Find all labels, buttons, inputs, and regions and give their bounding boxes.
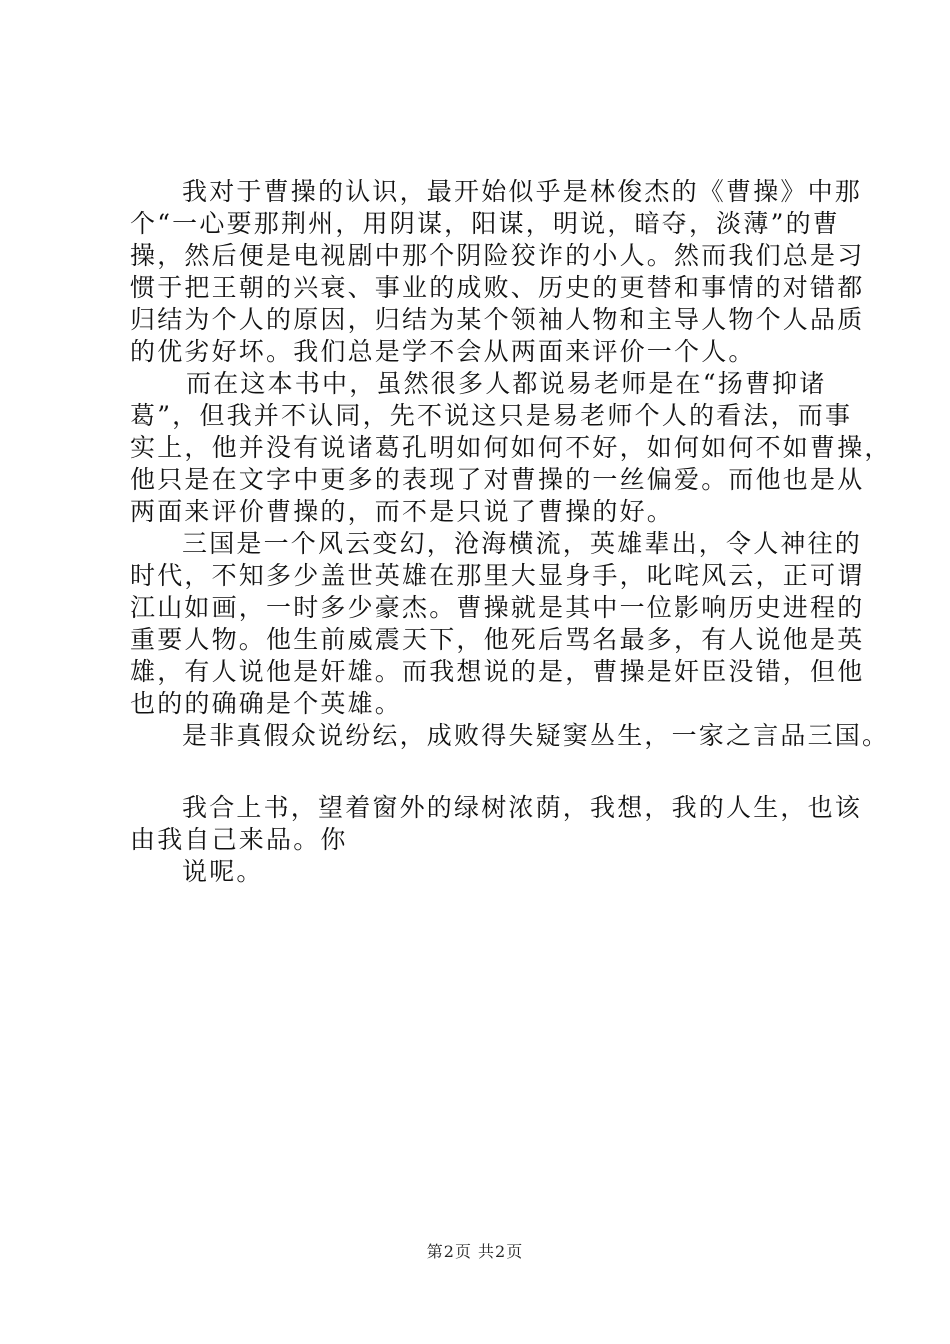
paragraph-5-line-2: 由我自己来品。你 [130,825,348,854]
paragraph-2-line-5: 两面来评价曹操的，而不是只说了曹操的好。 [130,497,675,526]
paragraph-4-line-1: 是非真假众说纷纭，成败得失疑窦丛生，一家之言品三国。 [182,721,890,750]
paragraph-1-line-2: 个“一心要那荆州，用阴谋，阳谋，明说，暗夺，淡薄”的曹 [130,209,840,238]
page-number-footer: 第2页 共2页 [426,1242,524,1261]
paragraph-5-line-1: 我合上书，望着窗外的绿树浓荫，我想，我的人生，也该 [182,793,863,822]
paragraph-3-line-4: 重要人物。他生前威震天下，他死后骂名最多，有人说他是英 [130,625,865,654]
paragraph-2-line-1: 而在这本书中，虽然很多人都说易老师是在“扬曹抑诸 [186,369,827,398]
paragraph-1-line-3: 操，然后便是电视剧中那个阴险狡诈的小人。然而我们总是习 [130,241,865,270]
paragraph-1-line-1: 我对于曹操的认识，最开始似乎是林俊杰的《曹操》中那 [182,177,863,206]
paragraph-1-line-4: 惯于把王朝的兴衰、事业的成败、历史的更替和事情的对错都 [130,273,865,302]
paragraph-2-line-4: 他只是在文字中更多的表现了对曹操的一丝偏爱。而他也是从 [130,465,865,494]
paragraph-2-line-2: 葛”，但我并不认同，先不说这只是易老师个人的看法，而事 [130,401,853,430]
paragraph-1-line-5: 归结为个人的原因，归结为某个领袖人物和主导人物个人品质 [130,305,865,334]
paragraph-2-line-3: 实上，他并没有说诸葛孔明如何如何不好，如何如何不如曹操， [130,433,892,462]
paragraph-3-line-3: 江山如画，一时多少豪杰。曹操就是其中一位影响历史进程的 [130,593,865,622]
paragraph-3-line-5: 雄，有人说他是奸雄。而我想说的是，曹操是奸臣没错，但他 [130,657,865,686]
paragraph-5-line-3: 说呢。 [182,857,264,886]
paragraph-3-line-6: 也的的确确是个英雄。 [130,689,403,718]
paragraph-3-line-1: 三国是一个风云变幻，沧海横流，英雄辈出，令人神往的 [182,529,863,558]
paragraph-3-line-2: 时代，不知多少盖世英雄在那里大显身手，叱咤风云，正可谓 [130,561,865,590]
paragraph-1-line-6: 的优劣好坏。我们总是学不会从两面来评价一个人。 [130,337,756,366]
